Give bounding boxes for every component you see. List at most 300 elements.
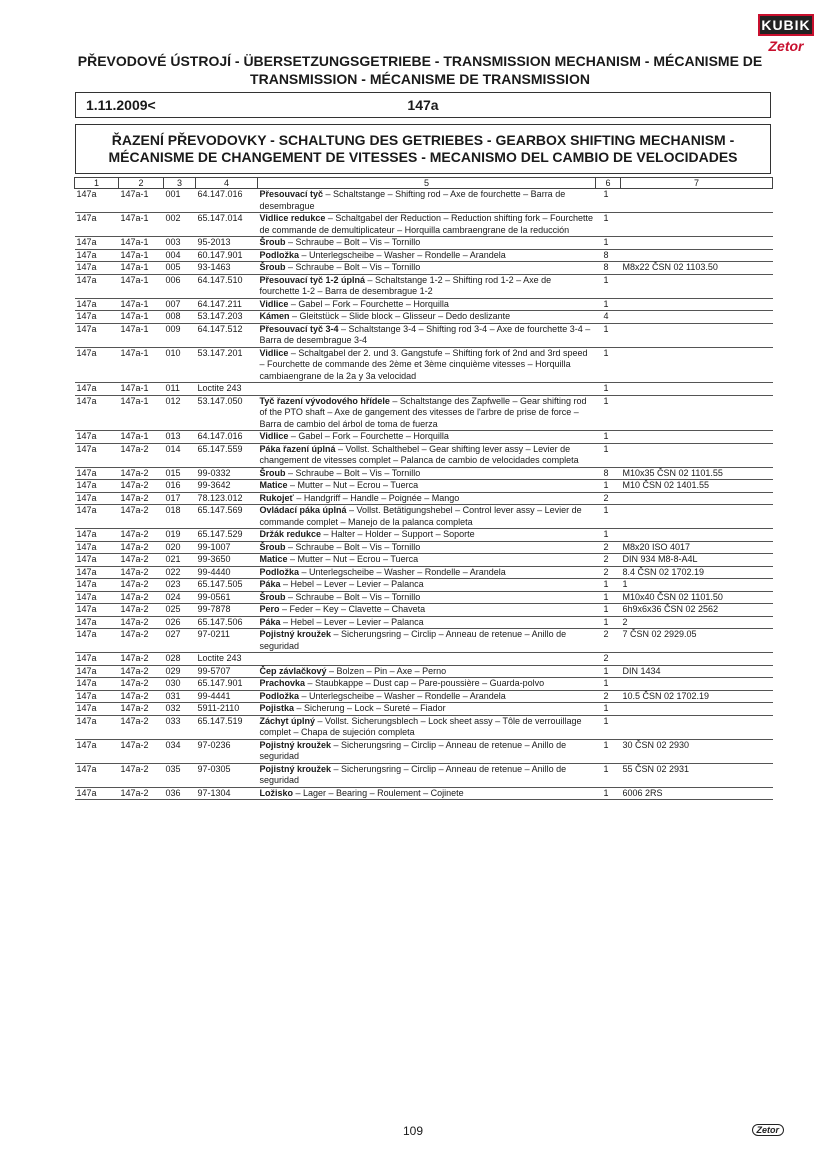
page-title-line2: TRANSMISSION - MÉCANISME DE TRANSMISSION — [250, 71, 590, 87]
cell-description — [258, 298, 596, 311]
table-row — [75, 703, 773, 716]
part-name-cz: Šroub — [259, 237, 286, 247]
cell-c6: 1 — [596, 323, 621, 347]
cell-c6: 8 — [596, 249, 621, 262]
cell-c7 — [621, 323, 773, 347]
cell-description — [258, 237, 596, 250]
cell-c6: 1 — [596, 431, 621, 444]
cell-c7 — [621, 383, 773, 396]
cell-c4: 60.147.901 — [196, 249, 258, 262]
cell-description — [258, 715, 596, 739]
section-title-box — [75, 124, 771, 174]
cell-c1: 147a — [75, 579, 119, 592]
cell-c3: 001 — [164, 189, 196, 213]
cell-c7: M10x35 ČSN 02 1101.55 — [621, 467, 773, 480]
cell-c7 — [621, 443, 773, 467]
cell-c4: 97-0211 — [196, 629, 258, 653]
table-row — [75, 395, 773, 431]
cell-c6: 1 — [596, 715, 621, 739]
cell-c3: 019 — [164, 529, 196, 542]
cell-c3: 017 — [164, 492, 196, 505]
cell-c7 — [621, 529, 773, 542]
part-name-cz: Tyč řazení vývodového hřídele — [259, 395, 390, 406]
cell-c6: 2 — [596, 653, 621, 666]
cell-c4: 53.147.050 — [196, 395, 258, 431]
table-row — [75, 262, 773, 275]
cell-c2: 147a-2 — [119, 703, 164, 716]
cell-c4: 93-1463 — [196, 262, 258, 275]
table-row — [75, 431, 773, 444]
cell-c2: 147a-1 — [119, 347, 164, 383]
part-name-translations: – Schaltgabel der Reduction – Reduction shifting fork – Fourchette de commande de demultiplicateur – Horquilla cambraengrane de la reducción — [259, 213, 594, 235]
table-row — [75, 274, 773, 298]
part-name-cz: Vidlice redukce — [259, 213, 326, 223]
part-name-cz: Přesouvací tyč — [259, 189, 324, 199]
cell-c3: 009 — [164, 323, 196, 347]
cell-description — [258, 616, 596, 629]
table-row — [75, 653, 773, 666]
cell-c2: 147a-2 — [119, 467, 164, 480]
cell-c3: 010 — [164, 347, 196, 383]
cell-c6: 1 — [596, 616, 621, 629]
part-name-translations: – Schraube – Bolt – Vis – Tornillo — [285, 541, 421, 552]
table-row — [75, 467, 773, 480]
cell-c6: 1 — [596, 189, 621, 213]
cell-description — [258, 566, 596, 579]
part-name-translations: – Vollst. Sicherungsblech – Lock sheet assy – Tôle de verrouillage complet – Chapa de sujeción completa — [259, 715, 582, 737]
table-row — [75, 237, 773, 250]
table-row — [75, 480, 773, 493]
cell-c2: 147a-2 — [119, 492, 164, 505]
cell-c7: 10.5 ČSN 02 1702.19 — [621, 690, 773, 703]
cell-c2: 147a-2 — [119, 678, 164, 691]
cell-c3: 006 — [164, 274, 196, 298]
cell-c4: 99-5707 — [196, 665, 258, 678]
cell-c7 — [621, 431, 773, 444]
cell-c2: 147a-2 — [119, 763, 164, 787]
cell-c3: 012 — [164, 395, 196, 431]
column-header: 6 — [596, 178, 621, 189]
cell-c7 — [621, 715, 773, 739]
cell-c1: 147a — [75, 383, 119, 396]
cell-c1: 147a — [75, 311, 119, 324]
cell-c2: 147a-2 — [119, 787, 164, 800]
cell-c7 — [621, 653, 773, 666]
part-name-cz: Ovládací páka úplná — [259, 505, 347, 515]
table-row — [75, 383, 773, 396]
table-row — [75, 189, 773, 213]
part-name-cz: Ložisko — [259, 787, 294, 798]
cell-c4: 99-0332 — [196, 467, 258, 480]
part-name-cz: Šroub — [259, 591, 286, 602]
cell-c1: 147a — [75, 703, 119, 716]
cell-c7: 7 ČSN 02 2929.05 — [621, 629, 773, 653]
cell-c3: 028 — [164, 653, 196, 666]
cell-c6: 1 — [596, 665, 621, 678]
cell-c4: 5911-2110 — [196, 703, 258, 716]
cell-c4: 65.147.505 — [196, 579, 258, 592]
cell-c1: 147a — [75, 629, 119, 653]
cell-c1: 147a — [75, 787, 119, 800]
cell-c6: 1 — [596, 703, 621, 716]
cell-c4: 99-7878 — [196, 604, 258, 617]
cell-description — [258, 763, 596, 787]
cell-c2: 147a-1 — [119, 262, 164, 275]
cell-c4: 99-4440 — [196, 566, 258, 579]
section-title-line2: MÉCANISME DE CHANGEMENT DE VITESSES - MECANISMO DEL CAMBIO DE VELOCIDADES — [108, 149, 738, 165]
cell-c4: Loctite 243 — [196, 383, 258, 396]
cell-c6: 1 — [596, 579, 621, 592]
part-name-translations: – Sicherungsring – Circlip – Anneau de retenue – Anillo de seguridad — [259, 739, 567, 761]
part-name-translations: – Mutter – Nut – Ecrou – Tuerca — [287, 480, 419, 490]
table-row — [75, 616, 773, 629]
part-name-translations: – Schaltstange des Zapfwelle – Gear shifting rod of the PTO shaft – Axe de gangement des vitesses de l'arbre de prise de force – Barra de cambio del árbol de toma de fuerza — [259, 395, 587, 429]
cell-c3: 033 — [164, 715, 196, 739]
cell-c3: 008 — [164, 311, 196, 324]
table-row — [75, 690, 773, 703]
cell-c4: 65.147.529 — [196, 529, 258, 542]
part-name-translations: – Feder – Key – Clavette – Chaveta — [279, 604, 426, 614]
cell-c3: 003 — [164, 237, 196, 250]
table-row — [75, 443, 773, 467]
part-name-translations: – Sicherungsring – Circlip – Anneau de retenue – Anillo de seguridad — [259, 629, 567, 651]
cell-description — [258, 678, 596, 691]
cell-c1: 147a — [75, 690, 119, 703]
cell-c3: 015 — [164, 467, 196, 480]
cell-c1: 147a — [75, 763, 119, 787]
cell-c7 — [621, 298, 773, 311]
cell-c7 — [621, 237, 773, 250]
cell-c3: 007 — [164, 298, 196, 311]
cell-description — [258, 274, 596, 298]
table-row — [75, 529, 773, 542]
cell-c2: 147a-2 — [119, 480, 164, 493]
cell-c7 — [621, 678, 773, 691]
cell-c4: 97-1304 — [196, 787, 258, 800]
table-row — [75, 579, 773, 592]
cell-c2: 147a-1 — [119, 311, 164, 324]
cell-c6: 1 — [596, 739, 621, 763]
cell-c4: 65.147.569 — [196, 505, 258, 529]
cell-description — [258, 529, 596, 542]
cell-c1: 147a — [75, 665, 119, 678]
cell-c4: 95-2013 — [196, 237, 258, 250]
cell-c6: 8 — [596, 262, 621, 275]
page-code: 147a — [407, 97, 439, 113]
cell-description — [258, 690, 596, 703]
table-row — [75, 554, 773, 567]
cell-c2: 147a-2 — [119, 505, 164, 529]
part-name-cz: Páka — [259, 616, 281, 627]
page-title-line1: PŘEVODOVÉ ÚSTROJÍ - ÜBERSETZUNGSGETRIEBE - TRANSMISSION MECHANISM - MÉCANISME DE — [77, 53, 763, 69]
part-name-cz: Přesouvací tyč 1-2 úplná — [259, 274, 366, 285]
page-title — [70, 52, 770, 88]
parts-table-body — [75, 189, 773, 800]
cell-c3: 026 — [164, 616, 196, 629]
cell-c6: 1 — [596, 383, 621, 396]
cell-c3: 036 — [164, 787, 196, 800]
cell-c2: 147a-2 — [119, 715, 164, 739]
cell-description — [258, 629, 596, 653]
cell-c2: 147a-2 — [119, 665, 164, 678]
cell-c3: 011 — [164, 383, 196, 396]
cell-c6: 2 — [596, 629, 621, 653]
cell-c3: 027 — [164, 629, 196, 653]
cell-c7: 6h9x6x36 ČSN 02 2562 — [621, 604, 773, 617]
cell-c1: 147a — [75, 492, 119, 505]
table-row — [75, 678, 773, 691]
cell-c2: 147a-2 — [119, 554, 164, 567]
cell-c4: 99-3650 — [196, 554, 258, 567]
cell-c2: 147a-1 — [119, 383, 164, 396]
part-name-cz: Držák redukce — [259, 529, 322, 539]
cell-c2: 147a-2 — [119, 591, 164, 604]
cell-c4: Loctite 243 — [196, 653, 258, 666]
cell-description — [258, 383, 596, 396]
part-name-cz: Čep závlačkový — [259, 665, 327, 676]
cell-c1: 147a — [75, 262, 119, 275]
cell-c4: 64.147.512 — [196, 323, 258, 347]
table-row — [75, 249, 773, 262]
table-row — [75, 665, 773, 678]
cell-c1: 147a — [75, 323, 119, 347]
cell-c1: 147a — [75, 653, 119, 666]
kubik-logo-text: KUBIK — [758, 14, 814, 36]
cell-c6: 2 — [596, 492, 621, 505]
cell-description — [258, 579, 596, 592]
cell-c2: 147a-2 — [119, 579, 164, 592]
cell-c3: 030 — [164, 678, 196, 691]
cell-c2: 147a-1 — [119, 323, 164, 347]
cell-c1: 147a — [75, 189, 119, 213]
table-row — [75, 763, 773, 787]
part-name-translations: – Hebel – Lever – Levier – Palanca — [280, 616, 424, 627]
part-name-cz: Prachovka — [259, 678, 306, 688]
cell-c7: M8x22 ČSN 02 1103.50 — [621, 262, 773, 275]
cell-c3: 004 — [164, 249, 196, 262]
part-name-cz: Pero — [259, 604, 280, 614]
table-header-row — [75, 178, 773, 189]
cell-c1: 147a — [75, 616, 119, 629]
part-name-translations: – Schraube – Bolt – Vis – Tornillo — [285, 591, 421, 602]
part-name-translations: – Gabel – Fork – Fourchette – Horquilla — [288, 431, 449, 441]
cell-c2: 147a-1 — [119, 274, 164, 298]
cell-c2: 147a-1 — [119, 395, 164, 431]
cell-c7: 55 ČSN 02 2931 — [621, 763, 773, 787]
table-row — [75, 323, 773, 347]
cell-c7 — [621, 311, 773, 324]
part-name-translations: – Unterlegscheibe – Washer – Rondelle – Arandela — [299, 566, 506, 577]
cell-c6: 1 — [596, 274, 621, 298]
part-name-cz: Podložka — [259, 690, 300, 701]
cell-c1: 147a — [75, 505, 119, 529]
table-row — [75, 347, 773, 383]
part-name-translations: – Hebel – Lever – Levier – Palanca — [280, 579, 424, 589]
cell-c3: 022 — [164, 566, 196, 579]
validity-date: 1.11.2009< — [86, 97, 156, 113]
part-name-cz: Matice — [259, 554, 288, 564]
cell-c7: M10x40 ČSN 02 1101.50 — [621, 591, 773, 604]
zetor-logo-text: Zetor — [768, 38, 804, 54]
cell-c1: 147a — [75, 715, 119, 739]
cell-c4: 97-0236 — [196, 739, 258, 763]
cell-c4: 97-0305 — [196, 763, 258, 787]
cell-c4: 65.147.014 — [196, 213, 258, 237]
cell-c6: 2 — [596, 566, 621, 579]
cell-c7: DIN 1434 — [621, 665, 773, 678]
cell-c6: 1 — [596, 591, 621, 604]
cell-c2: 147a-1 — [119, 249, 164, 262]
cell-c2: 147a-1 — [119, 237, 164, 250]
column-header: 3 — [164, 178, 196, 189]
column-header: 4 — [196, 178, 258, 189]
cell-c3: 032 — [164, 703, 196, 716]
cell-c2: 147a-2 — [119, 604, 164, 617]
cell-c3: 035 — [164, 763, 196, 787]
page-number: 109 — [402, 1124, 424, 1138]
cell-description — [258, 262, 596, 275]
cell-c7 — [621, 189, 773, 213]
part-name-translations: – Vollst. Schalthebel – Gear shifting lever assy – Levier de changement de vitesses complet – Palanca de cambio de velocidades completa — [259, 443, 579, 465]
cell-c3: 018 — [164, 505, 196, 529]
part-name-translations: – Schaltstange 1-2 – Shifting rod 1-2 – Axe de fourchette 1-2 – Barra de desembrague 1-2 — [259, 274, 552, 296]
part-name-cz: Rukojeť — [259, 492, 294, 503]
part-name-cz: Vidlice — [259, 347, 289, 358]
cell-description — [258, 395, 596, 431]
cell-c7 — [621, 249, 773, 262]
table-row — [75, 505, 773, 529]
part-name-translations: – Schraube – Bolt – Vis – Tornillo — [285, 467, 421, 478]
part-name-cz: Pojistka — [259, 703, 295, 713]
cell-c1: 147a — [75, 213, 119, 237]
cell-description — [258, 505, 596, 529]
cell-c7 — [621, 347, 773, 383]
cell-description — [258, 787, 596, 800]
table-row — [75, 566, 773, 579]
cell-c4: 64.147.016 — [196, 431, 258, 444]
cell-description — [258, 591, 596, 604]
cell-c6: 1 — [596, 237, 621, 250]
cell-description — [258, 492, 596, 505]
cell-c2: 147a-2 — [119, 541, 164, 554]
cell-c6: 1 — [596, 347, 621, 383]
cell-c7: 30 ČSN 02 2930 — [621, 739, 773, 763]
cell-c6: 4 — [596, 311, 621, 324]
part-name-translations: – Unterlegscheibe – Washer – Rondelle – Arandela — [299, 690, 506, 701]
cell-c6: 1 — [596, 298, 621, 311]
cell-c4: 65.147.901 — [196, 678, 258, 691]
cell-description — [258, 311, 596, 324]
part-name-translations: – Staubkappe – Dust cap – Pare-poussière – Guarda-polvo — [305, 678, 545, 688]
cell-description — [258, 604, 596, 617]
cell-c2: 147a-2 — [119, 566, 164, 579]
cell-c3: 034 — [164, 739, 196, 763]
table-row — [75, 492, 773, 505]
date-code-box — [75, 92, 771, 118]
part-name-translations: – Sicherung – Lock – Sureté – Fiador — [294, 703, 446, 713]
cell-c1: 147a — [75, 298, 119, 311]
cell-c4: 99-3642 — [196, 480, 258, 493]
part-name-translations: – Schaltgabel der 2. und 3. Gangstufe – Shifting fork of 2nd and 3rd speed – Fourchette de commande des 2ème et 3ème cinquième vitesses – Horquilla cambiaengrane de la 2a y 3a velocidad — [259, 347, 588, 381]
cell-description — [258, 347, 596, 383]
cell-description — [258, 739, 596, 763]
cell-c7: 8.4 ČSN 02 1702.19 — [621, 566, 773, 579]
cell-c3: 025 — [164, 604, 196, 617]
part-name-cz: Šroub — [259, 262, 286, 272]
cell-c2: 147a-1 — [119, 298, 164, 311]
table-row — [75, 311, 773, 324]
column-header: 1 — [75, 178, 119, 189]
cell-c7 — [621, 274, 773, 298]
cell-c3: 029 — [164, 665, 196, 678]
cell-c2: 147a-2 — [119, 443, 164, 467]
cell-c1: 147a — [75, 529, 119, 542]
cell-c4: 99-4441 — [196, 690, 258, 703]
cell-c7: 1 — [621, 579, 773, 592]
section-title-line1: ŘAZENÍ PŘEVODOVKY - SCHALTUNG DES GETRIEBES - GEARBOX SHIFTING MECHANISM - — [111, 132, 735, 148]
cell-c3: 020 — [164, 541, 196, 554]
part-name-cz: Pojistný kroužek — [259, 763, 332, 774]
cell-c2: 147a-2 — [119, 739, 164, 763]
part-name-translations: – Mutter – Nut – Ecrou – Tuerca — [287, 554, 419, 564]
cell-c3: 031 — [164, 690, 196, 703]
cell-c4: 65.147.506 — [196, 616, 258, 629]
cell-c3: 024 — [164, 591, 196, 604]
part-name-cz: Páka řazení úplná — [259, 443, 336, 454]
cell-c1: 147a — [75, 678, 119, 691]
part-name-translations: – Schraube – Bolt – Vis – Tornillo — [285, 262, 421, 272]
cell-c7: M10 ČSN 02 1401.55 — [621, 480, 773, 493]
table-row — [75, 629, 773, 653]
cell-c2: 147a-2 — [119, 690, 164, 703]
part-name-translations: – Vollst. Betätigungshebel – Control lever assy – Levier de commande complet – Manejo de la palanca completa — [259, 505, 582, 527]
cell-c2: 147a-1 — [119, 213, 164, 237]
part-name-translations: – Schaltstange – Shifting rod – Axe de fourchette – Barra de desembrague — [259, 189, 566, 211]
cell-c7 — [621, 505, 773, 529]
cell-c6: 1 — [596, 213, 621, 237]
kubik-zetor-logo — [758, 14, 814, 54]
cell-c3: 005 — [164, 262, 196, 275]
cell-description — [258, 213, 596, 237]
cell-c6: 1 — [596, 678, 621, 691]
cell-c6: 1 — [596, 529, 621, 542]
cell-c1: 147a — [75, 237, 119, 250]
cell-c6: 8 — [596, 467, 621, 480]
cell-c7 — [621, 492, 773, 505]
part-name-translations: – Gabel – Fork – Fourchette – Horquilla — [288, 298, 449, 309]
cell-c1: 147a — [75, 467, 119, 480]
part-name-cz: Vidlice — [259, 298, 289, 309]
part-name-translations: – Schaltstange 3-4 – Shifting rod 3-4 – Axe de fourchette 3-4 – Barra de desembrague 3-4 — [259, 323, 591, 345]
parts-table — [74, 177, 773, 800]
part-name-cz: Podložka — [259, 566, 300, 577]
cell-c1: 147a — [75, 443, 119, 467]
cell-description — [258, 443, 596, 467]
cell-c2: 147a-1 — [119, 189, 164, 213]
part-name-cz: Matice — [259, 480, 288, 490]
part-name-translations: – Gleitstück – Slide block – Glisseur – Dedo deslizante — [289, 311, 511, 321]
table-row — [75, 787, 773, 800]
part-name-translations: – Unterlegscheibe – Washer – Rondelle – Arandela — [299, 249, 506, 260]
cell-c7: 6006 2RS — [621, 787, 773, 800]
cell-description — [258, 665, 596, 678]
cell-c1: 147a — [75, 395, 119, 431]
cell-c3: 016 — [164, 480, 196, 493]
cell-c1: 147a — [75, 566, 119, 579]
part-name-cz: Přesouvací tyč 3-4 — [259, 323, 339, 334]
cell-c3: 014 — [164, 443, 196, 467]
cell-c2: 147a-1 — [119, 431, 164, 444]
